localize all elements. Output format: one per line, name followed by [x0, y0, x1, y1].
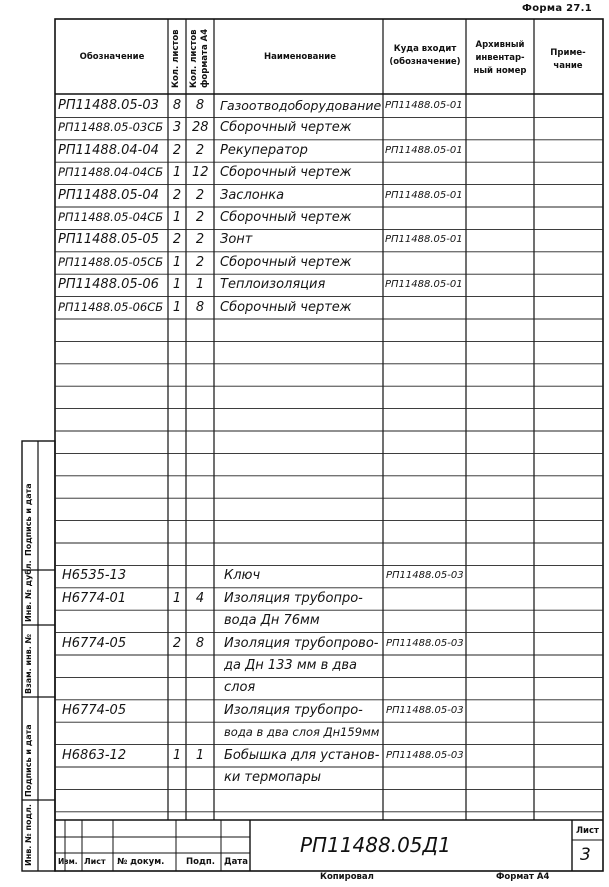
tb-list: Лист	[84, 857, 106, 866]
document-number: РП11488.05Д1	[300, 833, 451, 857]
row-name: Теплоизоляция	[220, 277, 326, 293]
header-a4-count-1: Кол. листов	[189, 29, 199, 88]
row-name: Сборочный чертеж	[220, 210, 352, 225]
row2-name-line2: вода Дн 76мм	[224, 613, 320, 629]
side-sign-date-top: Подпись и дата	[24, 483, 33, 556]
header-archive-2: инвентар-	[475, 53, 525, 63]
row2-designation: Н6774-05	[62, 702, 127, 718]
row2-a4: 8	[195, 635, 205, 651]
row2-a4: 1	[195, 747, 205, 763]
row2-name-line1: Ключ	[224, 568, 261, 584]
row2-sheets: 2	[172, 635, 182, 651]
row-name: Заслонка	[220, 187, 285, 203]
row-sheets: 1	[172, 277, 182, 293]
row-sheets: 8	[172, 98, 182, 113]
row-name: Сборочный чертеж	[220, 254, 352, 270]
side-sign-date-bottom: Подпись и дата	[24, 724, 33, 797]
row-a4: 2	[195, 232, 205, 248]
footer-copied: Копировал	[320, 872, 374, 882]
row2-sheets: 1	[172, 747, 182, 763]
row-a4: 2	[195, 187, 205, 203]
row-designation: РП11488.05-04СБ	[58, 210, 164, 224]
row-name: Сборочный чертеж	[220, 165, 352, 181]
row2-where: РП11488.05-03	[386, 749, 464, 761]
tb-podp: Подп.	[186, 857, 215, 867]
row-name: Сборочный чертеж	[220, 120, 352, 136]
header-archive-1: Архивный	[475, 40, 525, 50]
row2-a4: 4	[195, 590, 205, 606]
row-sheets: 2	[172, 232, 182, 248]
row-a4: 2	[195, 254, 205, 270]
header-archive-3: ный номер	[473, 66, 527, 76]
row-a4: 1	[195, 277, 205, 293]
row-where: РП11488.05-01	[385, 234, 463, 246]
row2-name-line1: Бобышка для установ-	[224, 747, 380, 763]
tb-data: Дата	[224, 857, 248, 867]
row-designation: РП11488.04-04	[58, 142, 159, 158]
row-where: РП11488.05-01	[385, 144, 463, 156]
row2-designation: Н6774-01	[62, 590, 127, 606]
tb-izm: Изм.	[58, 857, 78, 866]
side-inv-dupl: Инв. № дубл.	[24, 560, 33, 622]
row-designation: РП11488.05-06	[58, 277, 159, 293]
side-vzam-inv: Взам. инв. №	[24, 633, 33, 694]
header-sheets-count: Кол. листов	[171, 29, 181, 88]
row-designation: РП11488.04-04СБ	[58, 165, 164, 180]
row-name: Газоотводоборудование	[220, 98, 382, 113]
row-sheets: 2	[172, 142, 182, 158]
header-where-2: (обозначение)	[389, 57, 461, 67]
header-where-1: Куда входит	[393, 44, 457, 54]
row-a4: 2	[195, 142, 205, 158]
tb-sheet-label: Лист	[576, 826, 599, 836]
header-a4-format: формата А4	[200, 28, 210, 88]
row-a4: 28	[192, 120, 209, 136]
row-where: РП11488.05-01	[385, 279, 463, 291]
row-sheets: 1	[172, 299, 182, 315]
row-name: Зонт	[220, 232, 253, 248]
footer-format: Формат А4	[496, 872, 550, 882]
header-note-1: Приме-	[550, 48, 586, 58]
row-designation: РП11488.05-06СБ	[58, 299, 164, 314]
sheet-number: 3	[580, 845, 591, 865]
row-sheets: 3	[172, 120, 182, 136]
row-sheets: 2	[172, 187, 182, 203]
row2-name-line1: Изоляция трубопро-	[224, 702, 363, 718]
row2-name-line2: да Дн 133 мм в два	[224, 658, 357, 673]
row-name: Рекуператор	[220, 142, 308, 158]
header-name: Наименование	[264, 52, 336, 62]
tb-doc-no: № докум.	[117, 857, 165, 867]
row-designation: РП11488.05-03	[58, 98, 159, 113]
row2-sheets: 1	[172, 590, 182, 606]
form-label: Форма 27.1	[522, 3, 593, 14]
row2-name-line2: вода в два слоя Дн159мм	[224, 725, 380, 740]
row2-name-line1: Изоляция трубопро-	[224, 590, 363, 606]
row-a4: 8	[195, 98, 205, 113]
row-designation: РП11488.05-05	[58, 232, 159, 248]
row-sheets: 1	[172, 254, 182, 270]
row-sheets: 1	[172, 165, 182, 181]
row2-designation: Н6535-13	[62, 568, 127, 584]
row2-designation: Н6863-12	[62, 747, 127, 763]
row-where: РП11488.05-01	[385, 189, 463, 201]
row-name: Сборочный чертеж	[220, 299, 352, 315]
header-designation: Обозначение	[79, 52, 145, 62]
row2-where: РП11488.05-03	[386, 704, 464, 716]
row2-name-line1: Изоляция трубопрово-	[224, 635, 379, 651]
row2-name-line3: слоя	[224, 680, 256, 696]
row-designation: РП11488.05-04	[58, 187, 159, 203]
row-a4: 12	[192, 165, 209, 181]
row2-name-line2: ки термопары	[224, 770, 321, 785]
side-inv-podl: Инв. № подл.	[24, 804, 33, 866]
row-a4: 8	[195, 299, 205, 315]
row-sheets: 1	[172, 210, 182, 225]
header-note-2: чание	[553, 61, 583, 71]
row2-where: РП11488.05-03	[386, 570, 464, 582]
row-designation: РП11488.05-03СБ	[58, 120, 164, 135]
row2-where: РП11488.05-03	[386, 637, 464, 649]
row-where: РП11488.05-01	[385, 100, 463, 111]
row-a4: 2	[195, 210, 205, 225]
row-designation: РП11488.05-05СБ	[58, 254, 164, 269]
row2-designation: Н6774-05	[62, 635, 127, 651]
